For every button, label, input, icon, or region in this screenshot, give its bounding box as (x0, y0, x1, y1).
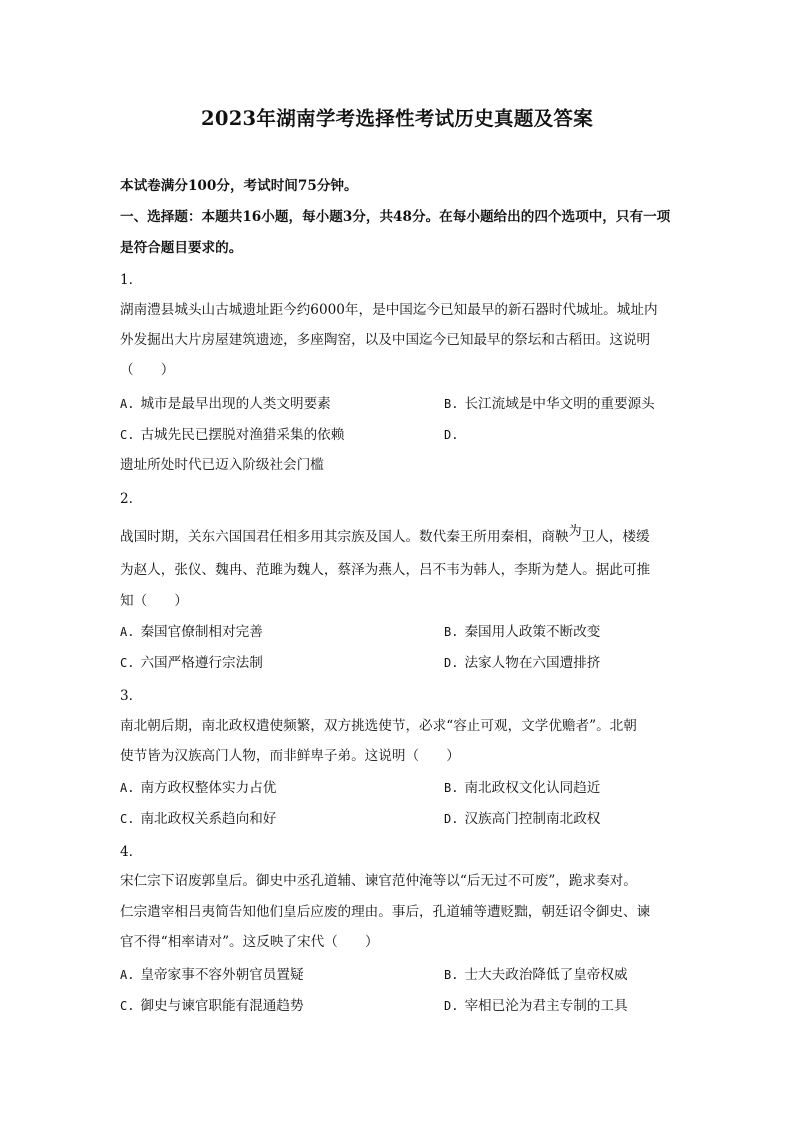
option-letter: A. (120, 781, 135, 795)
q3-option-d[interactable] (444, 809, 600, 829)
option-letter: B. (444, 397, 459, 411)
q3-option-a[interactable] (120, 778, 276, 798)
option-text: 南北政权关系趋向和好 (140, 811, 277, 827)
option-text: 古城先民已摆脱对渔猎采集的依赖 (140, 427, 345, 443)
q2-option-a[interactable] (120, 622, 263, 642)
option-text: 六国严格遵行宗法制 (140, 655, 263, 671)
section-heading-line1: 一、选择题：本题共16小题，每小题3分，共48分。在每小题给出的四个选项中，只有一项 (120, 209, 671, 225)
q4-option-a[interactable] (120, 965, 304, 985)
q1-option-b[interactable] (444, 394, 655, 414)
q1-option-d-text: 遗址所处时代已迈入阶级社会门槛 (120, 457, 324, 473)
option-letter: B. (444, 625, 459, 639)
option-text: 法家人物在六国遭排挤 (464, 655, 601, 671)
option-letter: A. (120, 625, 135, 639)
q2-stem-text: 卫人，楼缓 (581, 529, 650, 545)
q2-stem-raised-char: 为 (568, 524, 582, 539)
q2-stem-line1 (120, 524, 680, 548)
exam-intro: 本试卷满分100分，考试时间75分钟。 (120, 178, 358, 194)
option-text: 南北政权文化认同趋近 (464, 780, 601, 796)
q2-stem-line2: 为赵人，张仪、魏冉、范雎为魏人，蔡泽为燕人，吕不韦为韩人，李斯为楚人。据此可推 (120, 562, 651, 578)
q1-number: 1. (120, 272, 133, 288)
q2-option-c[interactable] (120, 653, 263, 673)
q3-option-c[interactable] (120, 809, 276, 829)
option-text: 南方政权整体实力占优 (140, 780, 277, 796)
option-text: 长江流域是中华文明的重要源头 (464, 396, 655, 412)
option-text: 皇帝家事不容外朝官员置疑 (140, 967, 304, 983)
option-text: 秦国官僚制相对完善 (140, 624, 263, 640)
q2-number: 2. (120, 491, 133, 507)
option-letter: D. (444, 428, 459, 442)
section-heading-line2: 是符合题目要求的。 (120, 240, 243, 256)
q1-option-a[interactable] (120, 394, 331, 414)
q1-option-c[interactable] (120, 425, 344, 445)
q3-stem-line2: 使节皆为汉族高门人物，而非鲜卑子弟。这说明（ ） (120, 748, 460, 764)
option-text: 士大夫政治降低了皇帝权威 (464, 967, 628, 983)
q4-option-b[interactable] (444, 965, 628, 985)
option-text: 城市是最早出现的人类文明要素 (140, 396, 331, 412)
option-text: 汉族高门控制南北政权 (464, 811, 601, 827)
option-letter: C. (120, 428, 135, 442)
q4-stem-line1: 宋仁宗下诏废郭皇后。御史中丞孔道辅、谏官范仲淹等以“后无过不可废”，跪求奏对。 (120, 873, 637, 889)
option-text: 御史与谏官职能有混通趋势 (140, 998, 304, 1014)
q2-stem-line3: 知（ ） (120, 593, 188, 609)
q2-option-b[interactable] (444, 622, 600, 642)
option-letter: B. (444, 968, 459, 982)
q3-option-b[interactable] (444, 778, 600, 798)
q2-stem-text: 战国时期，关东六国国君任相多用其宗族及国人。数代秦王所用秦相，商鞅 (120, 529, 569, 545)
q3-number: 3. (120, 688, 133, 704)
q4-option-d[interactable] (444, 996, 628, 1016)
q1-stem-line3: （ ） (120, 362, 175, 378)
option-text: 秦国用人政策不断改变 (464, 624, 601, 640)
option-letter: C. (120, 656, 135, 670)
q4-number: 4. (120, 844, 133, 860)
option-letter: A. (120, 397, 135, 411)
page-title: 2023年湖南学考选择性考试历史真题及答案 (200, 107, 594, 130)
option-letter: D. (444, 999, 459, 1013)
q4-stem-line2: 仁宗遣宰相吕夷简告知他们皇后应废的理由。事后，孔道辅等遭贬黜，朝廷诏令御史、谏 (120, 904, 651, 920)
q4-stem-line3: 官不得“相率请对”。这反映了宋代（ ） (120, 934, 379, 950)
q1-option-d[interactable] (444, 425, 464, 445)
option-letter: B. (444, 781, 459, 795)
q4-option-c[interactable] (120, 996, 304, 1016)
option-letter: A. (120, 968, 135, 982)
option-letter: C. (120, 999, 135, 1013)
option-text: 宰相已沦为君主专制的工具 (464, 998, 628, 1014)
q3-stem-line1: 南北朝后期，南北政权遣使频繁，双方挑选使节，必求“容止可观，文学优赡者”。北朝 (120, 718, 637, 734)
q1-stem-line2: 外发掘出大片房屋建筑遗迹，多座陶窑，以及中国迄今已知最早的祭坛和古稻田。这说明 (120, 332, 651, 348)
q2-option-d[interactable] (444, 653, 600, 673)
option-letter: C. (120, 812, 135, 826)
q1-stem-line1: 湖南澧县城头山古城遗址距今约6000年，是中国迄今已知最早的新石器时代城址。城址内 (120, 302, 658, 318)
option-letter: D. (444, 656, 459, 670)
option-letter: D. (444, 812, 459, 826)
